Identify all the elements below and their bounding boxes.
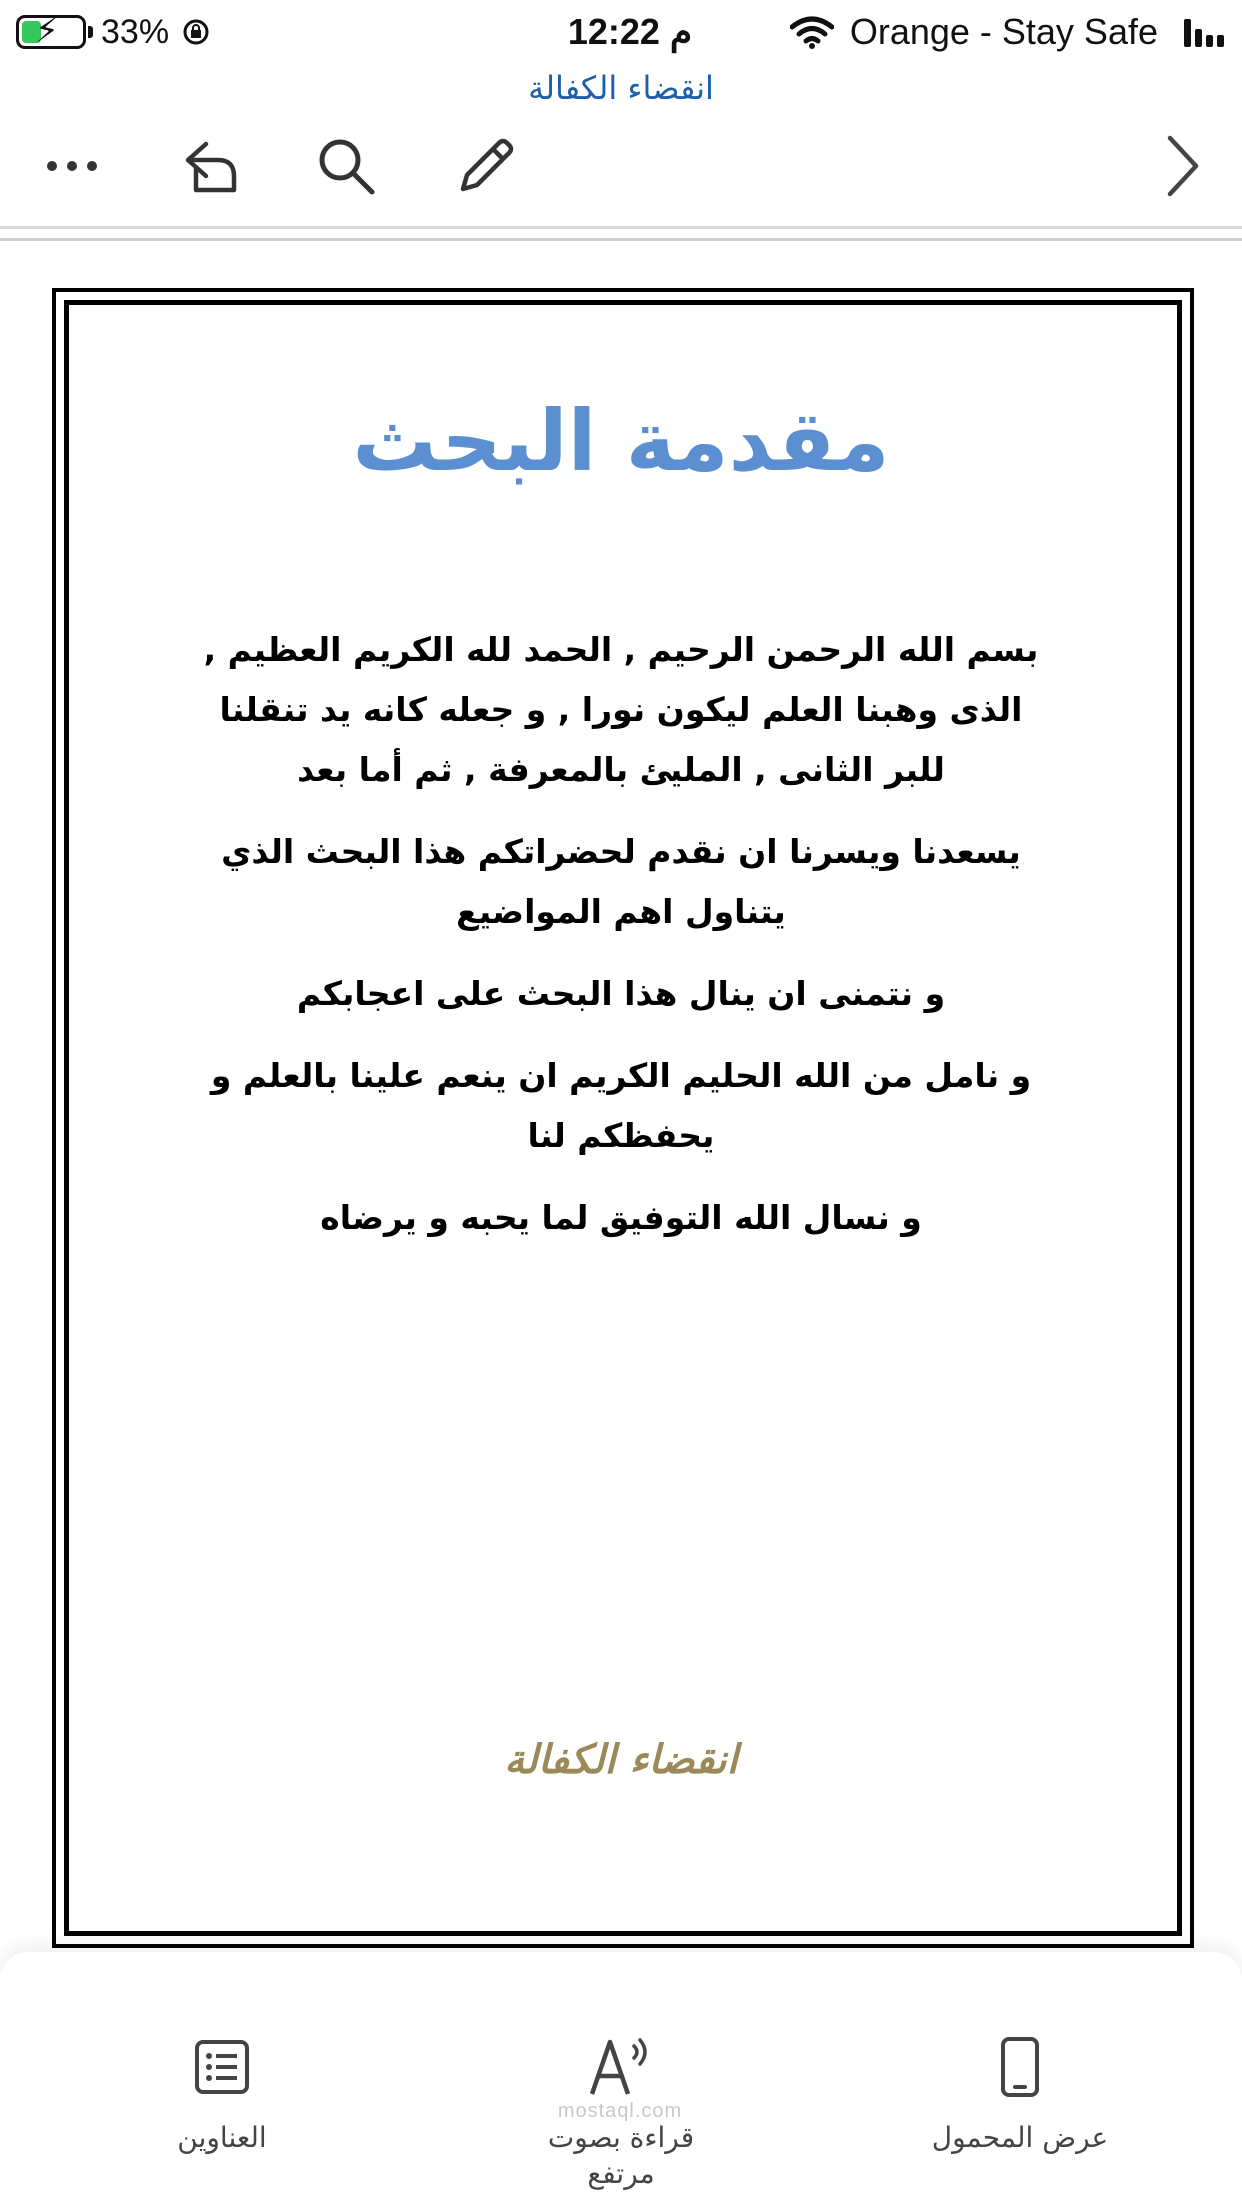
list-icon — [194, 2039, 250, 2095]
battery-icon — [16, 11, 86, 51]
status-time: 12:22 م — [567, 11, 693, 52]
read-aloud-label: قراءة بصوت مرتفع — [547, 2121, 695, 2190]
document-body — [190, 620, 1052, 1270]
toolbar — [0, 118, 1242, 214]
share-button[interactable] — [176, 132, 244, 200]
mobile-view-tab[interactable] — [870, 2032, 1170, 2156]
paragraph-4: و نامل من الله الحليم الكريم ان ينعم علينا بالعلم و يحفظكم لنا — [210, 1056, 1032, 1155]
toolbar-divider — [0, 226, 1242, 229]
forward-button[interactable] — [1148, 132, 1216, 200]
paragraph-5: و نسال الله التوفيق لما يحبه و يرضاه — [320, 1198, 922, 1237]
read-aloud-icon — [586, 2036, 656, 2098]
paragraph-2: يسعدنا ويسرنا ان نقدم لحضراتكم هذا البحث الذي يتناول اهم المواضيع — [221, 832, 1021, 931]
wifi-icon — [790, 15, 834, 49]
more-button[interactable] — [38, 132, 106, 200]
document-signature: انقضاء الكفالة — [504, 1737, 738, 1783]
search-button[interactable] — [312, 132, 380, 200]
headings-tab[interactable] — [72, 2032, 372, 2156]
mobile-view-label: عرض المحمول — [931, 2121, 1109, 2154]
watermark: mostaql.com — [557, 2100, 683, 2122]
carrier-name: Orange - Stay Safe — [849, 11, 1158, 52]
phone-icon — [1000, 2036, 1040, 2098]
paragraph-3: و نتمنى ان ينال هذا البحث على اعجابكم — [296, 974, 946, 1013]
battery-cap — [88, 26, 93, 38]
headings-label: العناوين — [177, 2121, 267, 2154]
page-heading: مقدمة البحث — [352, 392, 890, 490]
document-title: انقضاء الكفالة — [528, 69, 714, 107]
rotation-lock-icon — [181, 17, 211, 47]
status-bar — [0, 0, 1242, 64]
charging-bolt-icon: ⚡ — [35, 11, 59, 51]
battery-percent: 33% — [101, 12, 170, 51]
edit-button[interactable] — [452, 132, 520, 200]
signal-icon — [1180, 17, 1224, 47]
search-icon — [316, 136, 376, 196]
status-right — [790, 10, 1224, 54]
chevron-right-icon — [1162, 134, 1202, 198]
paragraph-1: بسم الله الرحمن الرحيم , الحمد لله الكريم العظيم , الذى وهبنا العلم ليكون نورا , و جعله كانه يد تنقلنا للبر الثانى , المليئ بالمعرفة , ثم أما بعد — [203, 630, 1039, 789]
edit-icon — [455, 135, 517, 197]
page-top-edge — [0, 238, 1242, 241]
share-icon — [180, 138, 240, 194]
bottom-toolbar — [0, 1952, 1242, 2208]
more-icon — [46, 160, 98, 172]
status-left — [16, 10, 211, 54]
